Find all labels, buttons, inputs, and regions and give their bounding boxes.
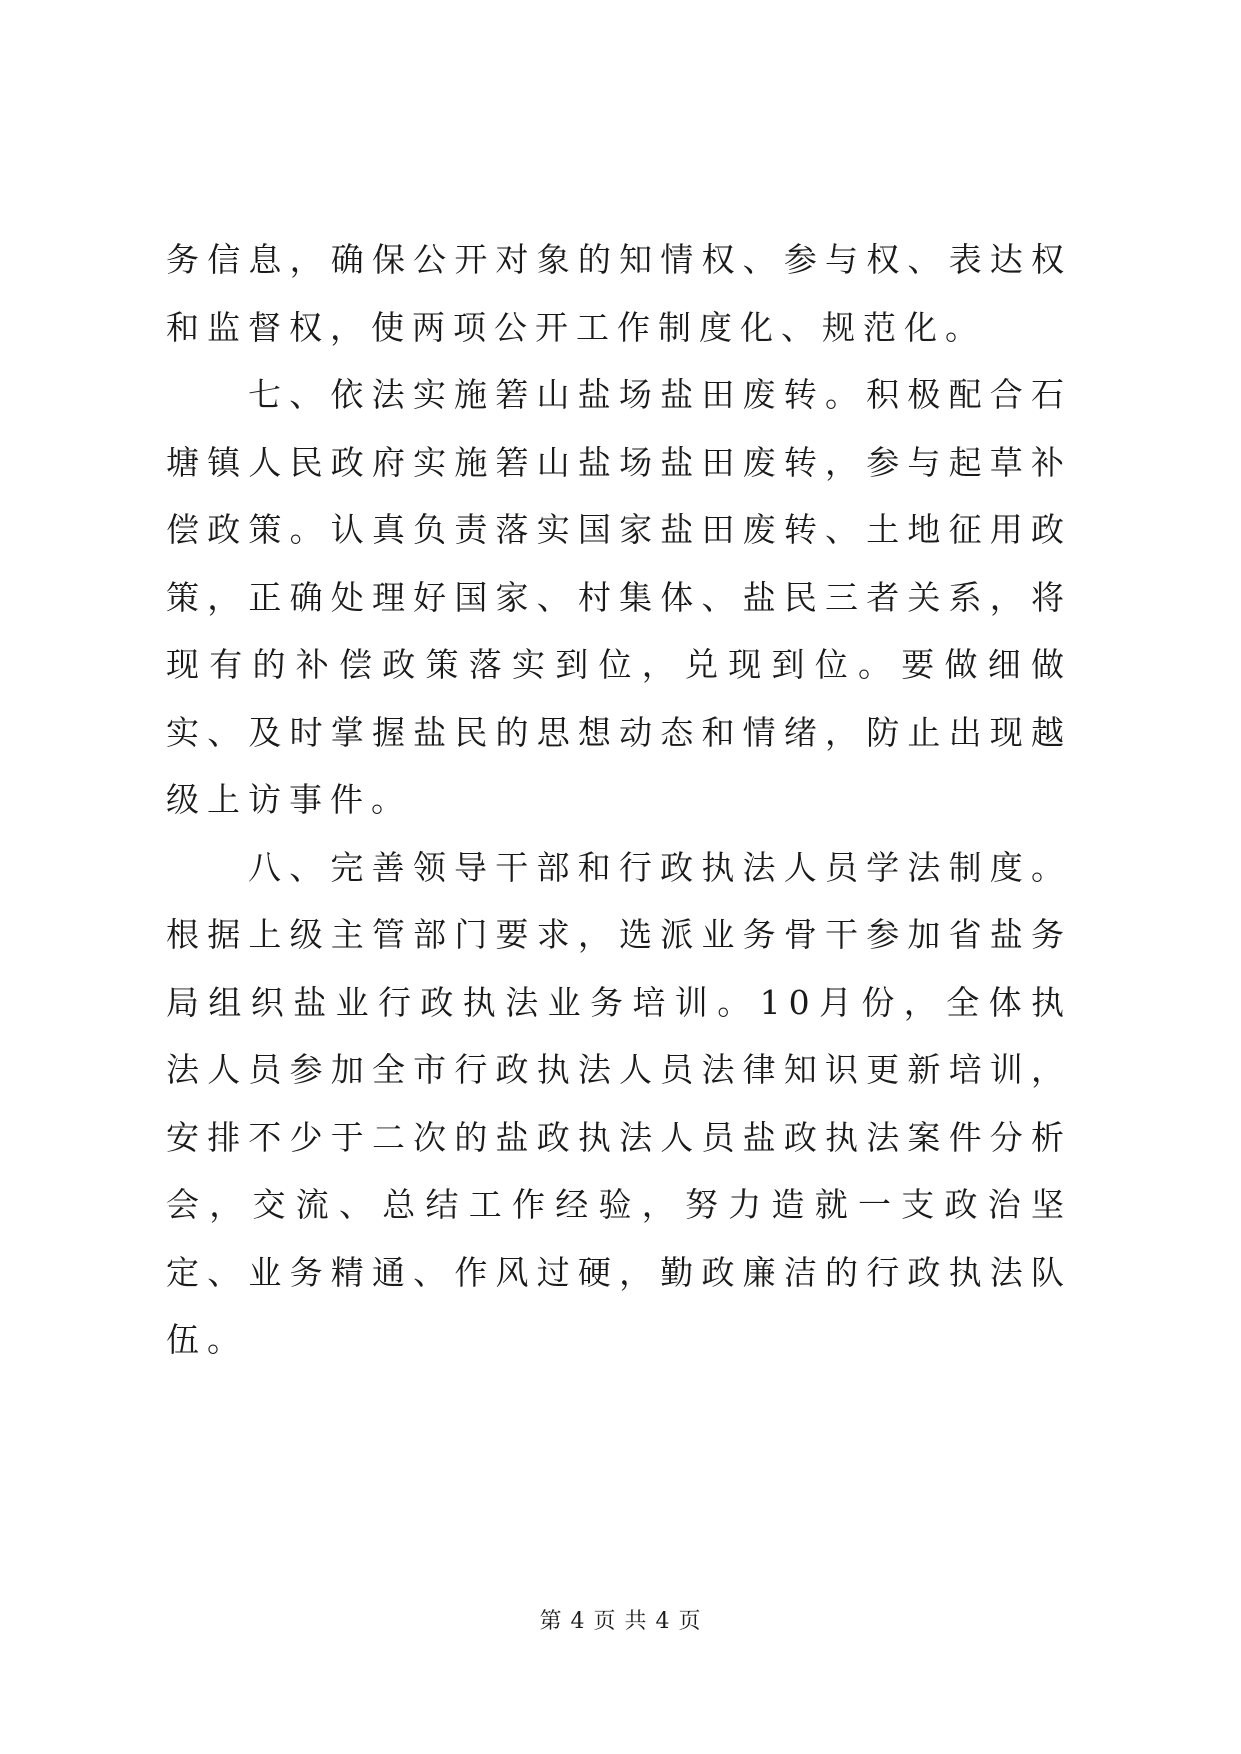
paragraph-section-eight: 八、完善领导干部和行政执法人员学法制度。根据上级主管部门要求，选派业务骨干参加省盐务局组织盐业行政执法业务培训。10月份，全体执法人员参加全市行政执法人员法律知识更新培训，安排不少于二次的盐政执法人员盐政执法案件分析会，交流、总结工作经验，努力造就一支政治坚定、业务精通、作风过硬，勤政廉洁的行政执法队伍。 — [166, 847, 1072, 1359]
paragraph-section-seven: 七、依法实施箬山盐场盐田废转。积极配合石塘镇人民政府实施箬山盐场盐田废转，参与起草补偿政策。认真负责落实国家盐田废转、土地征用政策，正确处理好国家、村集体、盐民三者关系，将现有的补偿政策落实到位，兑现到位。要做细做实、及时掌握盐民的思想动态和情绪，防止出现越级上访事件。 — [166, 375, 1072, 819]
document-body — [166, 226, 1072, 1374]
paragraph-continuation: 务信息，确保公开对象的知情权、参与权、表达权和监督权，使两项公开工作制度化、规范化。 — [166, 240, 1072, 347]
page-number-footer: 第 4 页 共 4 页 — [539, 1609, 702, 1634]
